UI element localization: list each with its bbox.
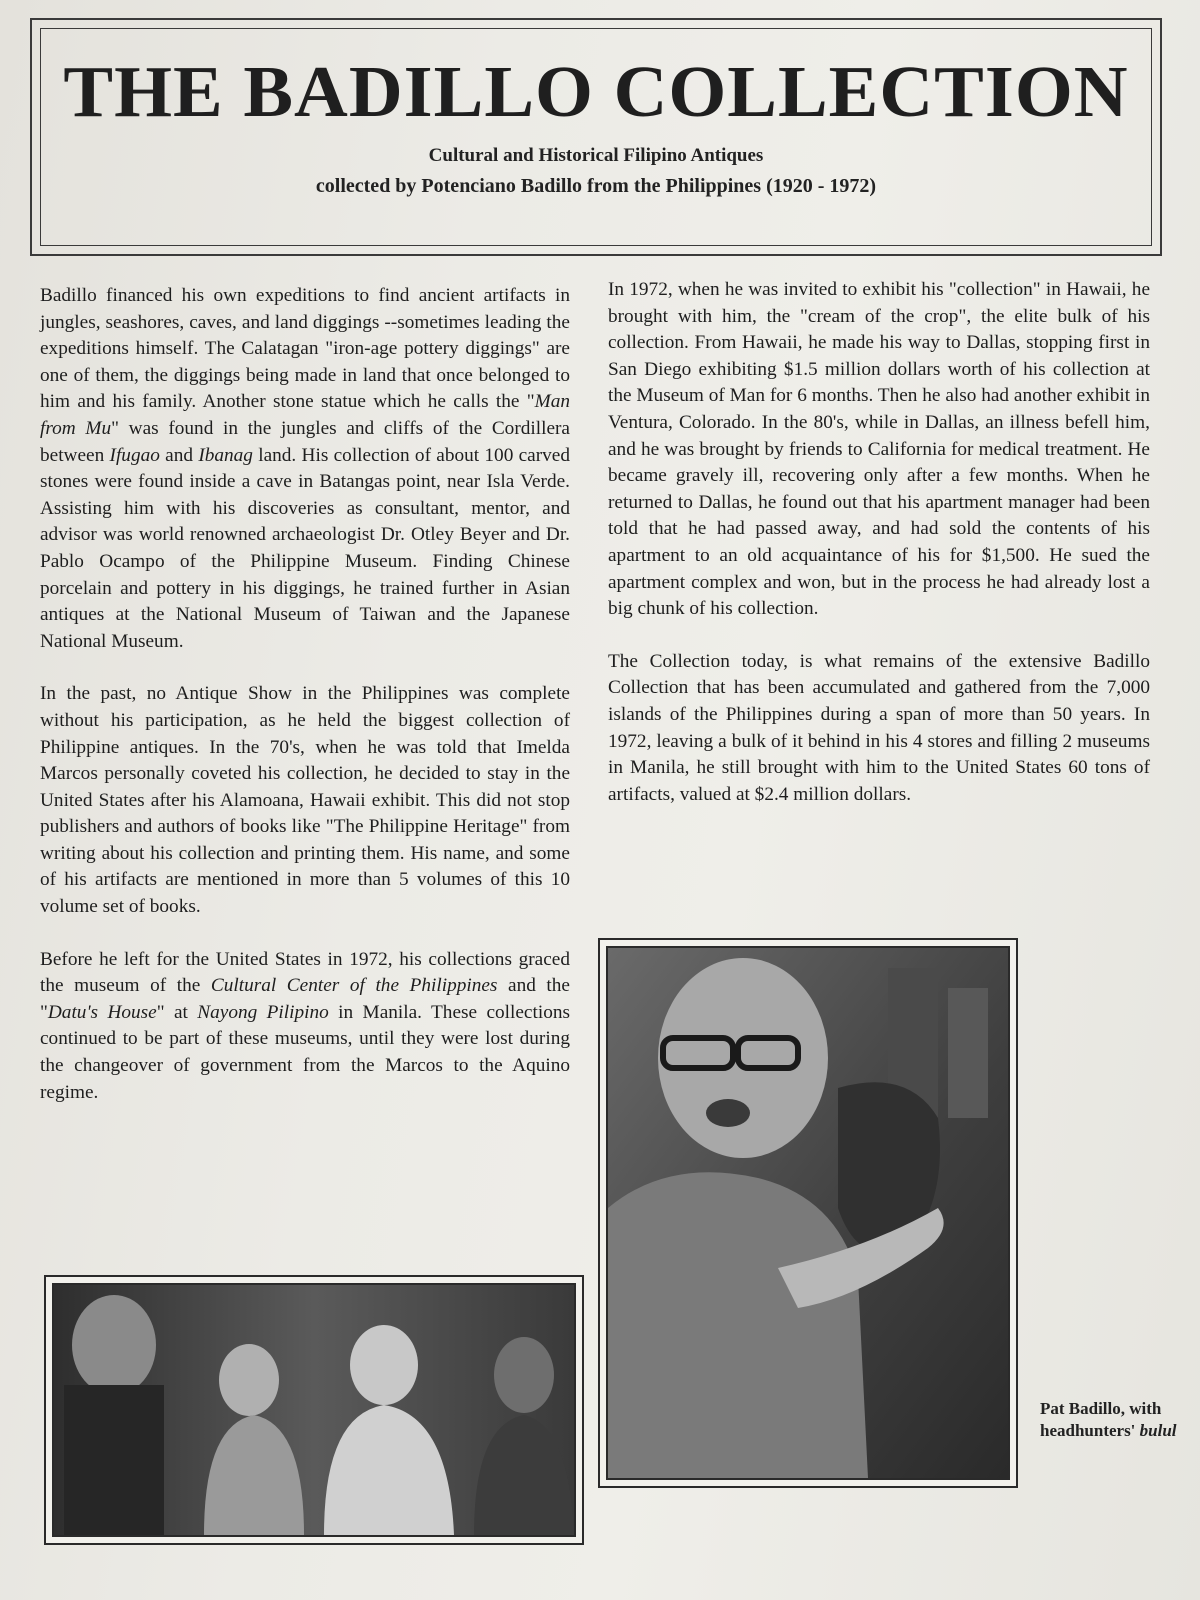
- left-paragraph-1: [40, 283, 570, 655]
- left-column: [40, 283, 570, 1106]
- portrait-photo-image: [608, 948, 1008, 1478]
- right-paragraph-1: In 1972, when he was invited to exhibit his "collection" in Hawaii, he brought with him, the "cream of the crop", the elite bulk of his collection. From Hawaii, he made his way to Dallas, stopping first in San Diego exhibiting $1.5 million dollars worth of his collection at the Museum of Man for 6 months. Then he also had another exhibit in Ventura, Colorado. In the 80's, while in Dallas, an illness befell him, and he was brought by friends to California for medical treatment. He became gravely ill, recovering only after a few months. When he returned to Dallas, he found out that his apartment manager had been told that he had passed away, and had sold the contents of his apartment to an old acquaintance of his for $1,500. He sued the apartment complex and won, but in the process he had already lost a big chunk of his collection.: [608, 279, 1150, 620]
- page-title: THE BADILLO COLLECTION: [63, 51, 1129, 132]
- photo-caption: [1040, 1398, 1180, 1442]
- caption-text: Pat Badillo, with headhunters': [1040, 1399, 1162, 1440]
- group-photo-frame: [44, 1275, 584, 1545]
- text-run: Before he left for the United States in 1972, his collections graced the museum of the: [40, 948, 570, 997]
- text-run: and: [159, 444, 199, 466]
- subtitle-line-2: collected by Potenciano Badillo from the Philippines (1920 - 1972): [315, 175, 877, 197]
- portrait-photo: [606, 946, 1010, 1480]
- italic-run: Ibanag: [198, 444, 253, 466]
- text-run: land. His collection of about 100 carved stones were found inside a cave in Batangas point, near Isla Verde. Assisting him with his discoveries as consultant, mentor, and advisor was world renowned archaeologist Dr. Otley Beyer and Dr. Pablo Ocampo of the Philippine Museum. Finding Chinese porcelain and pottery in his diggings, he trained further in Asian antiques at the National Museum of Taiwan and the Japanese National Museum.: [40, 444, 571, 652]
- right-paragraph-2: The Collection today, is what remains of the extensive Badillo Collection that has been accumulated and gathered from the 7,000 islands of the Philippines during a span of more than 50 years. In 1972, leaving a bulk of it behind in his 4 stores and filling 2 museums in Manila, he still brought with him to the United States 60 tons of artifacts, valued at $2.4 million dollars.: [608, 650, 1150, 805]
- italic-run: Ifugao: [109, 444, 160, 466]
- italic-run: Datu's House: [47, 1001, 157, 1023]
- text-run: and the ": [40, 975, 570, 1023]
- right-column: [608, 277, 1150, 808]
- portrait-photo-frame: [598, 938, 1018, 1488]
- text-run: in Manila. These collections continued to be part of these museums, until they were lost during the changeover of government from the Marcos to the Aquino regime.: [40, 1001, 570, 1103]
- left-paragraph-2: In the past, no Antique Show in the Philippines was complete without his participation, as he held the biggest collection of Philippine antiques. In the 70's, when he was told that Imelda Marcos personally coveted his collection, he decided to stay in the United States after his Alamoana, Hawaii exhibit. This did not stop publishers and authors of books like "The Philippine Heritage" from writing about his collection and printing them. His name, and some of his artifacts are mentioned in more than 5 volumes of this 10 volume set of books.: [40, 683, 570, 918]
- left-paragraph-3: [40, 947, 570, 1107]
- text-run: " was found in the jungles and cliffs of the Cordillera between: [40, 417, 570, 466]
- header-box: [30, 18, 1162, 256]
- text-run: " at: [156, 1001, 198, 1023]
- text-run: Badillo financed his own expeditions to find ancient artifacts in jungles, seashores, caves, and land diggings --sometimes leading the expeditions himself. The Calatagan "iron-age pottery diggings" are one of them, the diggings being made in land that once belonged to him and his family. Another stone statue which he calls the ": [40, 285, 570, 413]
- italic-run: Man from Mu: [40, 391, 570, 439]
- caption-italic: bulul: [1139, 1421, 1177, 1440]
- header-inner-border: [40, 28, 1152, 246]
- group-photo-image: [54, 1285, 574, 1535]
- subtitle-line-1: Cultural and Historical Filipino Antiques: [428, 145, 764, 166]
- italic-run: Nayong Pilipino: [197, 1001, 329, 1023]
- italic-run: Cultural Center of the Philippines: [210, 975, 498, 997]
- group-photo: [52, 1283, 576, 1537]
